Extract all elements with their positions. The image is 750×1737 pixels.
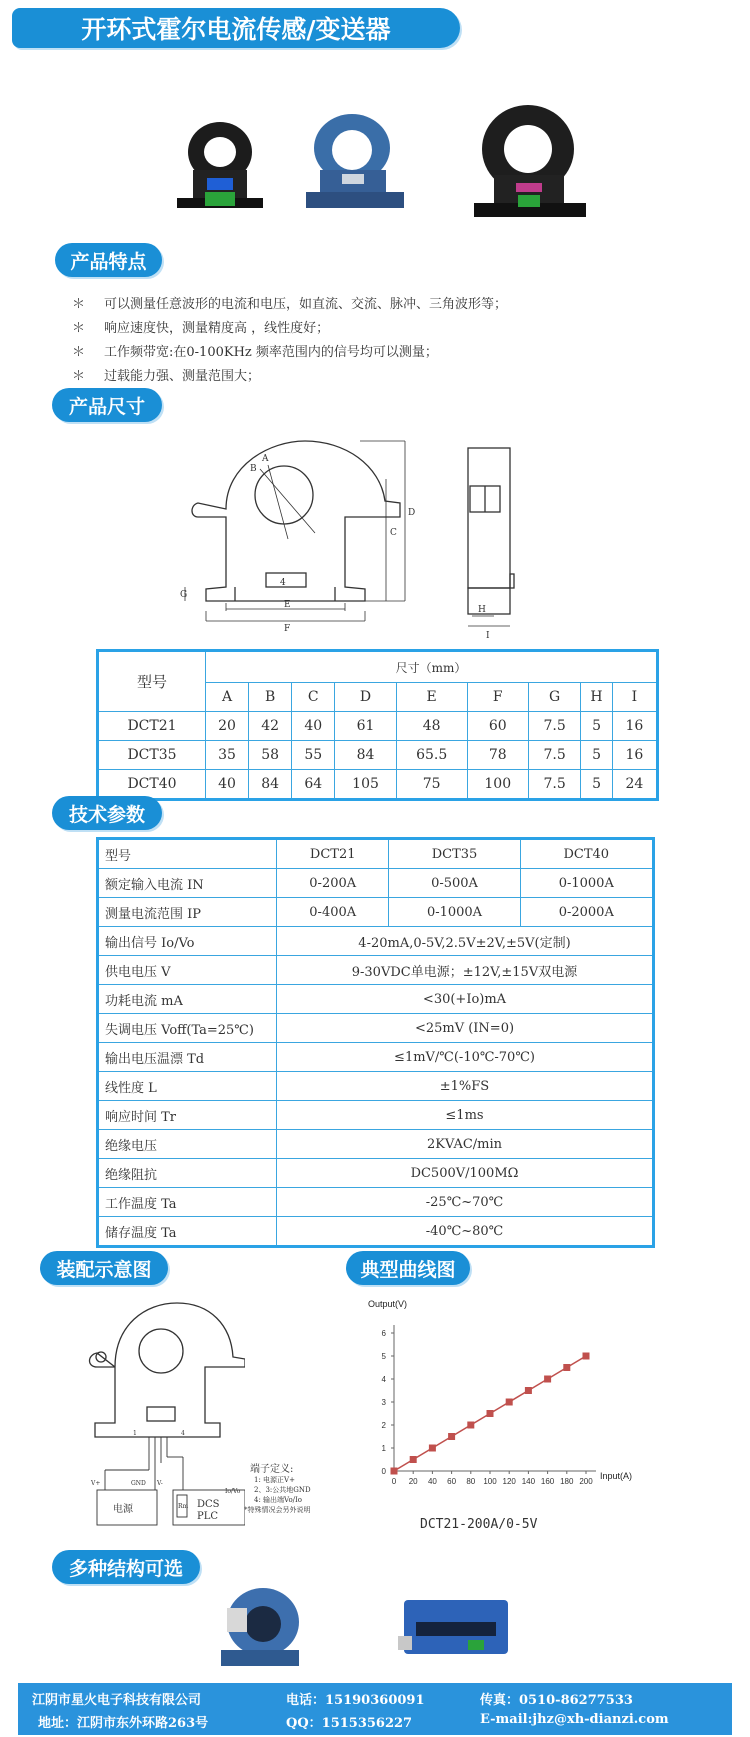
x-tick-label: 120 [502, 1477, 516, 1486]
tech-table [96, 837, 655, 1248]
table-row: DCT35 35 58 55 84 65.5 78 7.5 5 16 [98, 741, 658, 770]
data-point [391, 1468, 398, 1475]
section-curve: 典型曲线图 [346, 1251, 470, 1285]
dim-label-i: I [486, 631, 490, 641]
data-point [448, 1433, 455, 1440]
table-row: 输出电压温漂 Td ≤1mV/℃(-10℃-70℃) [98, 1043, 654, 1072]
side-view-drawing [456, 440, 516, 645]
dimension-table [96, 649, 659, 801]
dim-label-a: A [262, 454, 269, 464]
dim-column-row: A B C D E F G H I [98, 683, 658, 712]
table-row: 线性度 L ±1%FS [98, 1072, 654, 1101]
label-vplus: V+ [91, 1480, 101, 1487]
bullet: ＊ [72, 345, 86, 360]
terminal-definition: 端子定义: 1: 电源正V+ 2、3:公共地GND 4: 输出端Vo/Io *特殊情况会另外说明 [244, 1464, 311, 1514]
y-tick-label: 3 [381, 1398, 386, 1407]
product-photo-1 [175, 118, 265, 218]
y-tick-label: 4 [381, 1375, 386, 1384]
footer-phone: 电话：15190360091 [286, 1693, 425, 1708]
x-axis-label: Input(A) [600, 1471, 633, 1481]
x-tick-label: 160 [540, 1477, 555, 1486]
data-point [487, 1410, 494, 1417]
x-tick-label: 20 [408, 1477, 418, 1486]
assembly-diagram [85, 1295, 245, 1530]
dim-model-header: 型号 [98, 651, 206, 712]
label-plc: PLC [197, 1511, 219, 1522]
x-tick-label: 140 [521, 1477, 536, 1486]
x-tick-label: 200 [579, 1477, 593, 1486]
y-tick-label: 6 [381, 1329, 386, 1338]
table-row: 响应时间 Tr ≤1ms [98, 1101, 654, 1130]
dim-label-h: H [478, 605, 486, 615]
x-tick-label: 40 [427, 1477, 437, 1486]
footer-email: E-mail:jhz@xh-dianzi.com [480, 1712, 669, 1727]
bullet: ＊ [72, 297, 86, 312]
label-io: Io/Vo [225, 1488, 241, 1495]
table-header-row: 型号 DCT21 DCT35 DCT40 [98, 839, 654, 869]
dim-label-d: D [408, 508, 416, 518]
table-row: 储存温度 Ta -40℃~80℃ [98, 1217, 654, 1247]
dim-label-c: C [390, 528, 397, 538]
data-point [544, 1376, 551, 1383]
x-tick-label: 100 [483, 1477, 497, 1486]
y-axis-label: Output(V) [368, 1299, 408, 1309]
footer-address: 地址：江阴市东外环路263号 [38, 1716, 209, 1731]
footer-qq: QQ：1515356227 [286, 1716, 413, 1731]
feature-item: ＊ 可以测量任意波形的电流和电压，如直流、交流、脉冲、三角波形等； [72, 293, 507, 312]
footer-fax: 传真：0510-86277533 [480, 1693, 633, 1708]
bullet: ＊ [72, 369, 86, 384]
x-tick-label: 0 [391, 1477, 397, 1486]
table-row: 绝缘电压 2KVAC/min [98, 1130, 654, 1159]
dim-label-pin: 4 [280, 578, 286, 588]
table-row: 额定输入电流 IN 0-200A 0-500A 0-1000A [98, 869, 654, 898]
label-pin-1: 1 [133, 1430, 137, 1437]
x-tick-label: 180 [560, 1477, 574, 1486]
label-rm: Rm [178, 1503, 189, 1510]
x-tick-label: 60 [447, 1477, 457, 1486]
product-photo-2 [300, 110, 410, 215]
data-point [506, 1399, 513, 1406]
footer [18, 1683, 732, 1735]
table-row: DCT40 40 84 64 105 75 100 7.5 5 24 [98, 770, 658, 800]
table-row: 输出信号 Io/Vo 4-20mA,0-5V,2.5V±2V,±5V(定制) [98, 927, 654, 956]
section-assembly: 装配示意图 [40, 1251, 168, 1285]
y-tick-label: 0 [381, 1467, 386, 1476]
chart-caption: DCT21-200A/0-5V [420, 1517, 538, 1532]
label-vminus: V- [157, 1480, 163, 1487]
bullet: ＊ [72, 321, 86, 336]
table-row: 功耗电流 mA <30(+Io)mA [98, 985, 654, 1014]
data-point [563, 1364, 570, 1371]
footer-company: 江阴市星火电子科技有限公司 [32, 1693, 202, 1708]
data-point [410, 1456, 417, 1463]
section-structures: 多种结构可选 [52, 1550, 200, 1584]
data-point [583, 1353, 590, 1360]
label-power: 电源 [113, 1504, 133, 1515]
table-row: 工作温度 Ta -25℃~70℃ [98, 1188, 654, 1217]
dim-label-e: E [284, 600, 291, 610]
label-dcs: DCS [197, 1499, 220, 1510]
label-pin-4: 4 [181, 1430, 185, 1437]
section-tech: 技术参数 [52, 796, 162, 830]
section-features: 产品特点 [55, 243, 162, 277]
data-point [429, 1445, 436, 1452]
table-row: 绝缘阻抗 DC500V/100MΩ [98, 1159, 654, 1188]
feature-item: ＊ 工作频带宽:在0-100KHz 频率范围内的信号均可以测量； [72, 341, 438, 360]
data-point [525, 1387, 532, 1394]
y-tick-label: 2 [381, 1421, 386, 1430]
product-photo-3 [470, 103, 590, 225]
y-tick-label: 1 [381, 1444, 386, 1453]
output-curve-chart [362, 1295, 682, 1495]
label-gnd: GND [131, 1480, 146, 1487]
section-dimensions: 产品尺寸 [52, 388, 162, 422]
dim-label-b: B [250, 464, 257, 474]
table-row: 失调电压 Voff(Ta=25℃) <25mV (IN=0) [98, 1014, 654, 1043]
product-photo-4 [213, 1580, 308, 1675]
feature-item: ＊ 响应速度快，测量精度高 ，线性度好； [72, 317, 329, 336]
dim-size-header: 尺寸（mm） [206, 651, 658, 683]
dim-label-f: F [284, 624, 291, 634]
table-row: 供电电压 V 9-30VDC单电源；±12V,±15V双电源 [98, 956, 654, 985]
dim-label-g: G [180, 590, 188, 600]
page-title: 开环式霍尔电流传感/变送器 [12, 8, 460, 48]
table-row: 测量电流范围 IP 0-400A 0-1000A 0-2000A [98, 898, 654, 927]
product-photo-5 [396, 1592, 516, 1667]
data-point [467, 1422, 474, 1429]
feature-item: ＊ 过载能力强、测量范围大； [72, 365, 260, 384]
table-row: DCT21 20 42 40 61 48 60 7.5 5 16 [98, 712, 658, 741]
y-tick-label: 5 [381, 1352, 386, 1361]
x-tick-label: 80 [466, 1477, 476, 1486]
